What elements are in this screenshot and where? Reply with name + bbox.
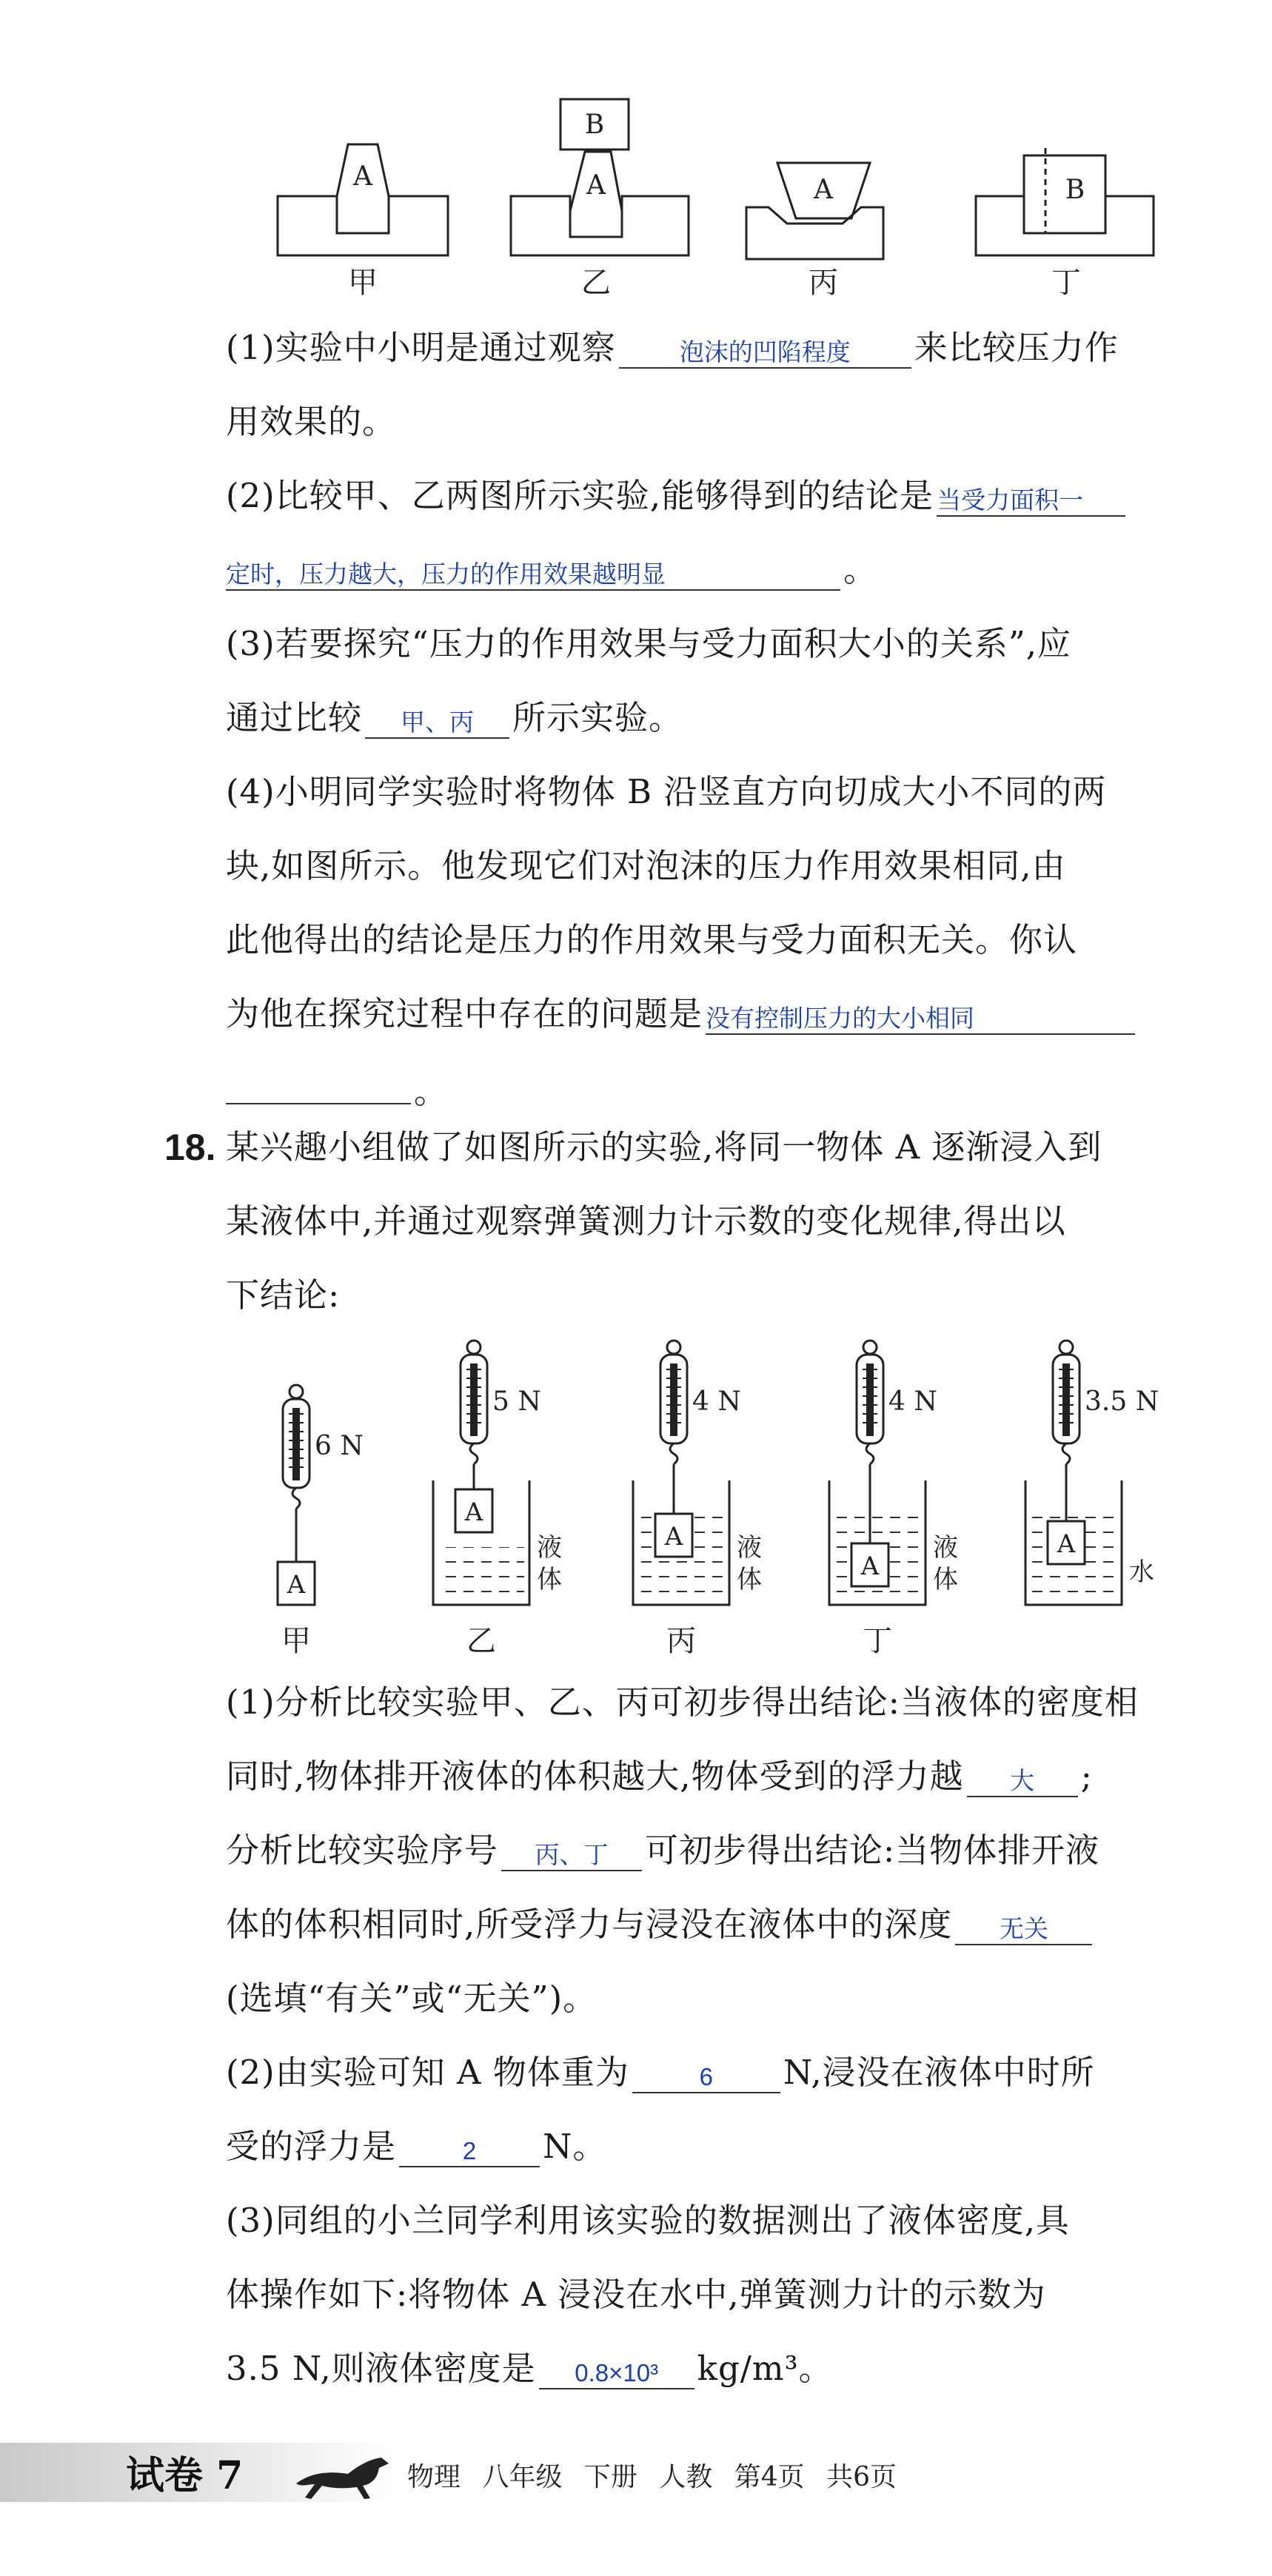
q18-part1-line3: 分析比较实验序号 丙、丁 可初步得出结论:当物体排开液 xyxy=(226,1831,1100,1870)
q17-part2-line1: (2)比较甲、乙两图所示实验,能够得到的结论是 当受力面积一 xyxy=(226,474,1128,518)
label-a-1: A xyxy=(353,161,372,192)
label-b-2: B xyxy=(1065,175,1085,205)
q18-part2-line2: 受的浮力是 2 N。 xyxy=(226,2127,607,2166)
figure-foam-pressure xyxy=(0,0,1272,311)
answer-blank-9: 2 xyxy=(399,2130,540,2167)
reading-jia: 6 N xyxy=(315,1431,364,1461)
answer-blank-3: 甲、丙 xyxy=(365,702,509,739)
caption-2-yi: 乙 xyxy=(466,1624,496,1658)
answer-blank-2: 当受力面积一 xyxy=(937,480,1125,517)
answer-blank-4: 没有控制压力的大小相同 xyxy=(706,998,1135,1035)
page-footer xyxy=(0,2421,1272,2524)
liquid-label-ding-1: 液 xyxy=(933,1533,958,1563)
foam-block-4 xyxy=(976,196,1154,255)
liquid-label-yi-1: 液 xyxy=(537,1533,562,1563)
water-label: 水 xyxy=(1129,1557,1154,1587)
label-a-3: A xyxy=(814,175,833,205)
caption-bing: 丙 xyxy=(809,266,838,300)
exam-label: 试卷 7 xyxy=(126,2453,244,2498)
liquid-label-bing-2: 体 xyxy=(737,1565,762,1594)
label-b-1: B xyxy=(584,110,605,140)
reading-ding: 4 N xyxy=(888,1386,937,1417)
liquid-label-yi-2: 体 xyxy=(537,1565,562,1594)
answer-blank-7: 无关 xyxy=(955,1908,1092,1945)
caption-2-ding: 丁 xyxy=(863,1624,892,1658)
q17-part2-line2: 定时，压力越大，压力的作用效果越明显 。 xyxy=(226,550,878,589)
reading-water: 3.5 N xyxy=(1085,1386,1159,1417)
q18-part3-line2: 体操作如下:将物体 A 浸没在水中,弹簧测力计的示数为 xyxy=(226,2275,1046,2314)
q17-part1-line2: 用效果的。 xyxy=(226,402,397,441)
q17-part4-line3: 此他得出的结论是压力的作用效果与受力面积无关。你认 xyxy=(226,920,1078,959)
q18-intro-line3: 下结论: xyxy=(226,1275,341,1315)
answer-blank-6: 丙、丁 xyxy=(501,1834,642,1871)
answer-blank-10: 0.8×10³ xyxy=(539,2352,694,2389)
q17-part4-line4: 为他在探究过程中存在的问题是 没有控制压力的大小相同 xyxy=(226,992,1138,1036)
page-info: 物理 八年级 下册 人教 第4页 共6页 xyxy=(407,2462,897,2492)
q17-part4-line1: (4)小明同学实验时将物体 B 沿竖直方向切成大小不同的两 xyxy=(226,772,1107,811)
horse-icon xyxy=(289,2450,400,2502)
q18-part1-line2: 同时,物体排开液体的体积越大,物体受到的浮力越 大 ; xyxy=(226,1757,1093,1796)
answer-blank-1: 泡沫的凹陷程度 xyxy=(619,332,911,369)
answer-blank-5: 大 xyxy=(967,1760,1078,1797)
q17-part1-line1: (1)实验中小明是通过观察 泡沫的凹陷程度 来比较压力作 xyxy=(226,328,1119,367)
foam-block-3 xyxy=(746,207,883,259)
figure-spring-scale xyxy=(0,1332,1272,1673)
q18-part1-line4: 体的体积相同时,所受浮力与浸没在液体中的深度 无关 xyxy=(226,1902,1095,1947)
caption-yi: 乙 xyxy=(581,266,611,300)
block-label-3: A xyxy=(664,1522,683,1552)
block-label-5: A xyxy=(1057,1529,1076,1559)
label-a-2: A xyxy=(586,170,606,201)
answer-blank-2b: 定时，压力越大，压力的作用效果越明显 xyxy=(226,554,840,591)
q17-part3-line2: 通过比较 甲、丙 所示实验。 xyxy=(226,698,683,737)
caption-ding: 丁 xyxy=(1051,266,1081,300)
foam-block-2 xyxy=(511,196,689,255)
q18-intro-line1: 某兴趣小组做了如图所示的实验,将同一物体 A 逐渐浸入到 xyxy=(226,1127,1102,1167)
block-label-4: A xyxy=(860,1552,880,1581)
reading-bing: 4 N xyxy=(692,1386,741,1417)
q17-part4-line5: 。 xyxy=(226,1066,448,1114)
reading-yi: 5 N xyxy=(492,1386,541,1417)
q18-part1-line1: (1)分析比较实验甲、乙、丙可初步得出结论:当液体的密度相 xyxy=(226,1683,1139,1722)
q18-part3-line1: (3)同组的小兰同学利用该实验的数据测出了液体密度,具 xyxy=(226,2201,1071,2240)
q18-number: 18. xyxy=(164,1127,216,1168)
caption-jia: 甲 xyxy=(348,266,378,300)
block-label-1: A xyxy=(287,1570,306,1600)
foam-block-1 xyxy=(278,196,448,255)
q18-intro-line2: 某液体中,并通过观察弹簧测力计示数的变化规律,得出以 xyxy=(226,1201,1066,1241)
answer-blank-8: 6 xyxy=(632,2056,780,2093)
answer-blank-4b xyxy=(226,1067,411,1104)
block-label-2: A xyxy=(464,1497,483,1527)
q18-part2-line1: (2)由实验可知 A 物体重为 6 N,浸没在液体中时所 xyxy=(226,2053,1095,2092)
q17-part4-line2: 块,如图所示。他发现它们对泡沫的压力作用效果相同,由 xyxy=(226,846,1066,885)
caption-2-bing: 丙 xyxy=(666,1624,696,1658)
liquid-label-ding-2: 体 xyxy=(933,1565,958,1594)
liquid-label-bing-1: 液 xyxy=(737,1533,762,1563)
q18-part3-line3: 3.5 N,则液体密度是 0.8×10³ kg/m³。 xyxy=(226,2349,833,2388)
q17-part3-line1: (3)若要探究“压力的作用效果与受力面积大小的关系”,应 xyxy=(226,624,1072,663)
q18-part1-line5: (选填“有关”或“无关”)。 xyxy=(226,1979,597,2018)
caption-2-jia: 甲 xyxy=(281,1624,311,1658)
